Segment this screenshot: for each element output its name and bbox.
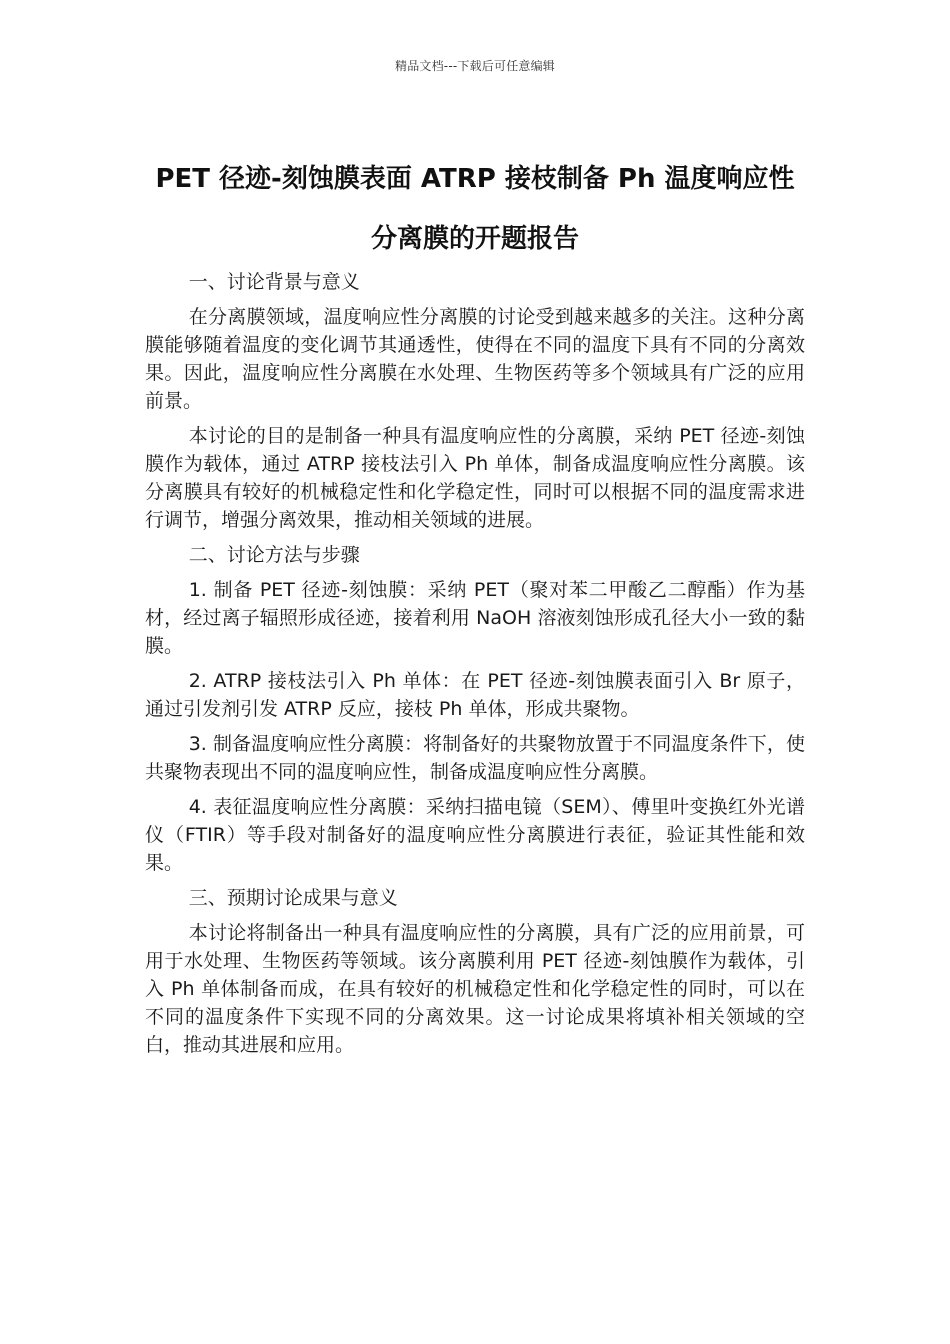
method-step: 2. ATRP 接枝法引入 Ph 单体：在 PET 径迹-刻蚀膜表面引入 Br 原子，通过引发剂引发 ATRP 反应，接枝 Ph 单体，形成共聚物。 [145,670,805,720]
section-heading-background: 一、讨论背景与意义 [188,271,360,293]
outcomes-paragraph: 本讨论将制备出一种具有温度响应性的分离膜，具有广泛的应用前景，可用于水处理、生物医药等领域。该分离膜利用 PET 径迹-刻蚀膜作为载体，引入 Ph 单体制备而成，在具有较好的机械稳定性和化学稳定性的同时，可以在不同的温度条件下实现不同的分离效果。这一讨论成果将填补相关领域的空白，推动其进展和应用。 [145,922,805,1056]
header-note: 精品文档---下载后可任意编辑 [395,59,555,73]
section-heading-outcomes: 三、预期讨论成果与意义 [188,887,398,909]
method-step: 4. 表征温度响应性分离膜：采纳扫描电镜（SEM）、傅里叶变换红外光谱仪（FTIR）等手段对制备好的温度响应性分离膜进行表征，验证其性能和效果。 [145,796,805,874]
background-paragraph: 本讨论的目的是制备一种具有温度响应性的分离膜，采纳 PET 径迹-刻蚀膜作为载体，通过 ATRP 接枝法引入 Ph 单体，制备成温度响应性分离膜。该分离膜具有较好的机械稳定性和化学稳定性，同时可以根据不同的温度需求进行调节，增强分离效果，推动相关领域的进展。 [145,425,805,531]
section-heading-methods: 二、讨论方法与步骤 [188,544,360,566]
method-step: 1. 制备 PET 径迹-刻蚀膜：采纳 PET（聚对苯二甲酸乙二醇酯）作为基材，经过离子辐照形成径迹，接着利用 NaOH 溶液刻蚀形成孔径大小一致的黏膜。 [145,579,805,657]
document-body [145,268,805,1066]
method-step: 3. 制备温度响应性分离膜：将制备好的共聚物放置于不同温度条件下，使共聚物表现出不同的温度响应性，制备成温度响应性分离膜。 [145,733,805,783]
background-paragraph: 在分离膜领域，温度响应性分离膜的讨论受到越来越多的关注。这种分离膜能够随着温度的变化调节其通透性，使得在不同的温度下具有不同的分离效果。因此，温度响应性分离膜在水处理、生物医药等多个领域具有广泛的应用前景。 [145,306,805,412]
document-title: PET 径迹-刻蚀膜表面 ATRP 接枝制备 Ph 温度响应性分离膜的开题报告 [155,164,795,255]
